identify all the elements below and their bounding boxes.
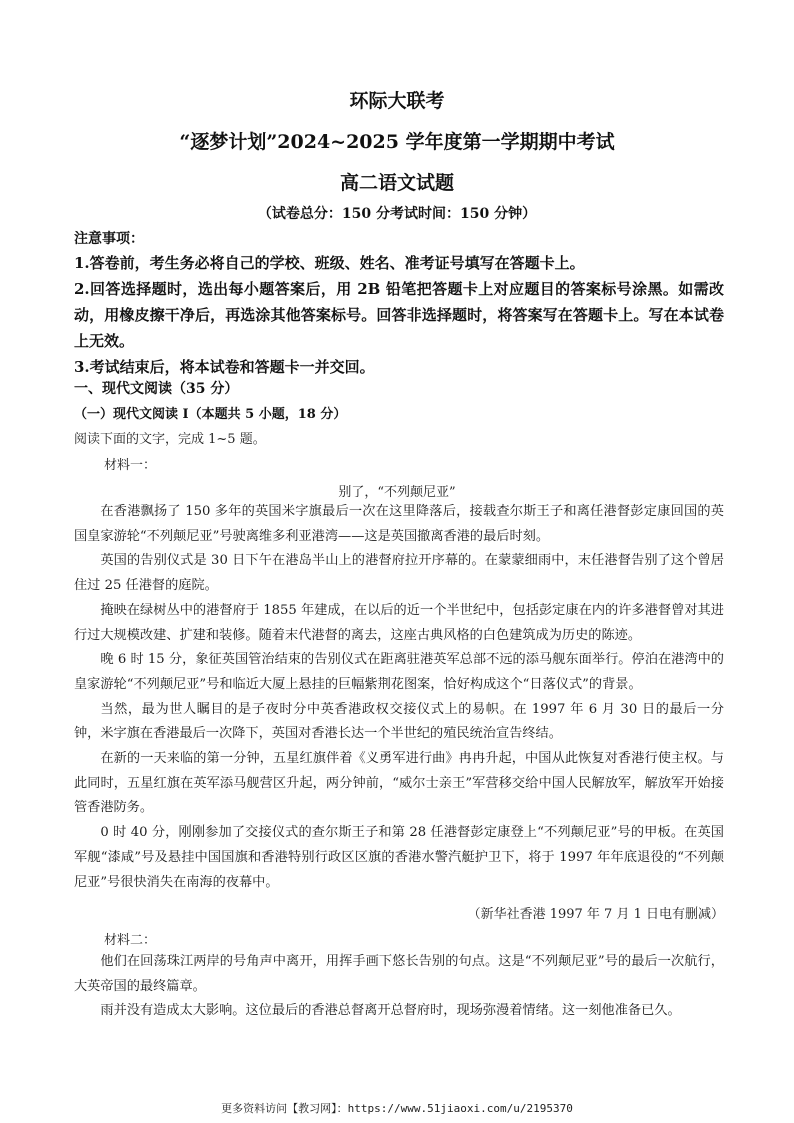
exam-org-title: 环际大联考 — [349, 90, 445, 112]
paragraph: 掩映在绿树丛中的港督府于 1855 年建成，在以后的近一个半世纪中，包括彭定康在内的许多港督曾对其进行过大规模改建、扩建和装修。随着末代港督的离去，这座古典风格的白色建筑成为历史的陈迹。 — [74, 602, 724, 643]
notice-heading: 注意事项： — [74, 231, 144, 247]
reading-instruction: 阅读下面的文字，完成 1~5 题。 — [74, 432, 266, 447]
subject-title: 高二语文试题 — [339, 172, 454, 194]
paragraph: 雨并没有造成太大影响。这位最后的香港总督离开总督府时，现场弥漫着情绪。这一刻他准备已久。 — [100, 1003, 681, 1019]
exam-info: （试卷总分：150 分考试时间：150 分钟） — [257, 206, 537, 222]
notice-list — [74, 250, 724, 380]
paragraph: 他们在回荡珠江两岸的号角声中离开，用挥手画下悠长告别的句点。这是“不列颠尼亚”号的最后一次航行，大英帝国的最终篇章。 — [74, 954, 724, 994]
section-subtitle: （一）现代文阅读 I（本题共 5 小题，18 分） — [74, 407, 347, 422]
material-1-label: 材料一： — [104, 458, 157, 473]
material-2-body — [74, 950, 724, 1024]
paragraph: 英国的告别仪式是 30 日下午在港岛半山上的港督府拉开序幕的。在蒙蒙细雨中，末任港督告别了这个曾居住过 25 任港督的庭院。 — [74, 553, 724, 594]
material-2-label: 材料二： — [104, 933, 157, 948]
footer-link[interactable]: 更多资料访问【教习网】：https://www.51jiaoxi.com/u/2195370 — [221, 1102, 573, 1115]
article-source: （新华社香港 1997 年 7 月 1 日电有删减） — [467, 907, 724, 922]
paragraph: 晚 6 时 15 分，象征英国管治结束的告别仪式在距离驻港英军总部不远的添马舰东面举行。停泊在港湾中的皇家游轮“不列颠尼亚”号和临近大厦上悬挂的巨幅紫荆花图案，恰好构成这个“日落仪式”的背景。 — [74, 652, 724, 692]
paragraph: 0 时 40 分，刚刚参加了交接仪式的查尔斯王子和第 28 任港督彭定康登上“不列颠尼亚”号的甲板。在英国军舰“漆咸”号及悬挂中国国旗和香港特别行政区区旗的香港水警汽艇护卫下，将于 1997 年年底退役的“不列颠尼亚”号很快消失在南海的夜幕中。 — [74, 825, 724, 890]
notice-item: 3.考试结束后，将本试卷和答题卡一并交回。 — [74, 358, 375, 376]
notice-item: 2.回答选择题时，选出每小题答案后，用 2B 铅笔把答题卡上对应题目的答案标号涂黑。如需改动，用橡皮擦干净后，再选涂其他答案标号。回答非选择题时，将答案写在答题卡上。写在本试卷上无效。 — [74, 280, 724, 350]
material-1-body — [74, 500, 724, 895]
section-title: 一、现代文阅读（35 分） — [74, 381, 239, 397]
paragraph: 在香港飘扬了 150 多年的英国米字旗最后一次在这里降落后，接载查尔斯王子和离任港督彭定康回国的英国皇家游轮“不列颠尼亚”号驶离维多利亚港湾——这是英国撤离香港的最后时刻。 — [74, 504, 724, 544]
exam-name-title: “逐梦计划”2024~2025 学年度第一学期期中考试 — [179, 131, 615, 153]
notice-item: 1.答卷前，考生务必将自己的学校、班级、姓名、准考证号填写在答题卡上。 — [74, 254, 585, 272]
paragraph: 在新的一天来临的第一分钟，五星红旗伴着《义勇军进行曲》冉冉升起，中国从此恢复对香港行使主权。与此同时，五星红旗在英军添马舰营区升起，两分钟前，“威尔士亲王”军营移交给中国人民解放军，解放军开始接管香港防务。 — [74, 751, 724, 816]
article-headline: 别了，“不列颠尼亚” — [338, 485, 456, 500]
paragraph: 当然，最为世人瞩目的是子夜时分中英香港政权交接仪式上的易帜。在 1997 年 6 月 30 日的最后一分钟，米字旗在香港最后一次降下，英国对香港长达一个半世纪的殖民统治宣告终结。 — [74, 701, 724, 742]
